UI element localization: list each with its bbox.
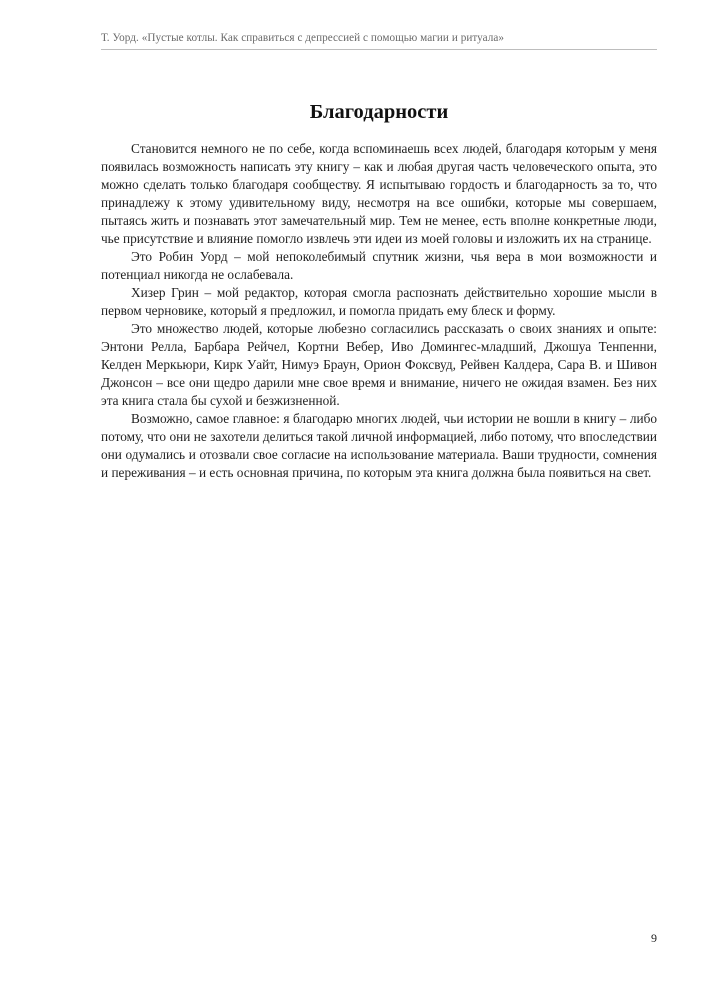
running-header: Т. Уорд. «Пустые котлы. Как справиться с депрессией с помощью магии и ритуала» bbox=[101, 32, 505, 44]
paragraph-closing: Возможно, самое главное: я благодарю многих людей, чьи истории не вошли в книгу – либо потому, что они не захотели делиться такой личной информацией, либо потому, что впоследствии они одумались и отозвали свое согласие на использование материала. Ваши трудности, сомнения и переживания – и есть основная причина, по которым эта книга должна была появиться на свет. bbox=[101, 411, 657, 480]
header-divider bbox=[101, 49, 657, 50]
page-number: 9 bbox=[651, 931, 657, 945]
body-text bbox=[101, 140, 657, 482]
paragraph-heather-green: Хизер Грин – мой редактор, которая смогла распознать действительно хорошие мысли в первом черновике, который я предложил, и помогла придать ему блеск и форму. bbox=[101, 285, 657, 318]
chapter-title: Благодарности bbox=[309, 101, 449, 123]
paragraph-robin-ward: Это Робин Уорд – мой непоколебимый спутник жизни, чья вера в мои возможности и потенциал никогда не ослабевала. bbox=[101, 249, 657, 282]
paragraph-contributors: Это множество людей, которые любезно согласились рассказать о своих знаниях и опыте: Энтони Релла, Барбара Рейчел, Кортни Вебер, Иво Домингес-младший, Джошуа Тенпенни, Келден Меркьюри, Кирк Уайт, Нимуэ Браун, Орион Фоксвуд, Рейвен Калдера, Сара В. и Шивон Джонсон – все они щедро дарили мне свое время и внимание, ничего не ожидая взамен. Без них эта книга стала бы сухой и безжизненной. bbox=[101, 321, 657, 408]
paragraph-intro: Становится немного не по себе, когда вспоминаешь всех людей, благодаря которым у меня появилась возможность написать эту книгу – как и любая другая часть человеческого опыта, это можно сделать только благодаря сообществу. Я испытываю гордость и благодарность за то, что принадлежу к этому удивительному виду, несмотря на все ошибки, которые мы совершаем, пытаясь жить и познавать этот замечательный мир. Тем не менее, есть вполне конкретные люди, чье присутствие и влияние помогло извлечь эти идеи из моей головы и изложить их на странице. bbox=[101, 141, 657, 246]
